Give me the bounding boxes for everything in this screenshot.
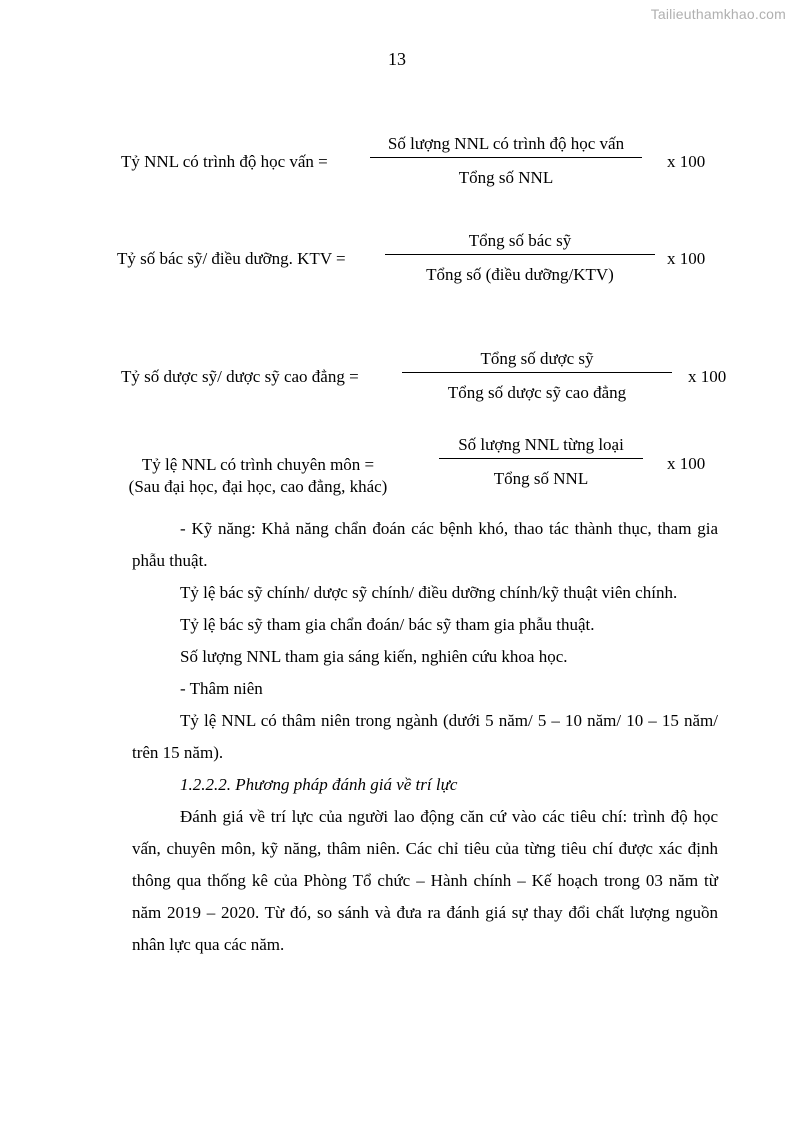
formula-multiplier: x 100: [667, 454, 706, 473]
formula-numerator: Tổng số dược sỹ: [480, 349, 594, 368]
formula-label: Tỷ số dược sỹ/ dược sỹ cao đẳng =: [121, 367, 359, 386]
formula-label: [112, 454, 404, 498]
formula-denominator: Tổng số NNL: [493, 469, 589, 488]
paragraph-senior-ratio: Tỷ lệ bác sỹ chính/ dược sỹ chính/ điều dưỡng chính/kỹ thuật viên chính.: [180, 583, 678, 602]
paragraph-evaluation: Đánh giá về trí lực của người lao động căn cứ vào các tiêu chí: trình độ học vấn, chuyên môn, kỹ năng, thâm niên. Các chỉ tiêu của từng tiêu chí được xác định thông qua thống kê của Phòng Tổ chức – Hành chính – Kế hoạch trong 03 năm từ năm 2019 – 2020. Từ đó, so sánh và đưa ra đánh giá sự thay đổi chất lượng nguồn nhân lực qua các năm.: [132, 807, 718, 954]
formula-denominator: Tổng số NNL: [458, 168, 554, 187]
section-heading: 1.2.2.2. Phương pháp đánh giá về trí lực: [180, 775, 458, 794]
fraction-bar: [402, 372, 672, 373]
formula-numerator: Số lượng NNL có trình độ học vấn: [387, 134, 625, 153]
fraction-bar: [439, 458, 643, 459]
formula-fraction: [402, 346, 672, 406]
formula-multiplier: x 100: [667, 249, 706, 268]
page-number: 13: [388, 49, 406, 69]
formula-fraction: [385, 228, 655, 288]
body-text: [132, 513, 718, 961]
formula-fraction: [439, 432, 643, 492]
fraction-bar: [370, 157, 642, 158]
paragraph-diagnosis-ratio: Tỷ lệ bác sỹ tham gia chẩn đoán/ bác sỹ tham gia phẫu thuật.: [180, 615, 595, 634]
formula-label-line1: Tỷ lệ NNL có trình chuyên môn =: [141, 455, 375, 474]
formula-multiplier: x 100: [688, 367, 727, 386]
paragraph-seniority-ratio: Tỷ lệ NNL có thâm niên trong ngành (dưới 5 năm/ 5 – 10 năm/ 10 – 15 năm/ trên 15 năm).: [132, 711, 718, 762]
formula-denominator: Tổng số (điều dưỡng/KTV): [426, 265, 614, 284]
watermark: Tailieuthamkhao.com: [650, 6, 786, 22]
formula-multiplier: x 100: [667, 152, 706, 171]
formula-label-line2: (Sau đại học, đại học, cao đẳng, khác): [128, 477, 388, 496]
paragraph-skill: - Kỹ năng: Khả năng chẩn đoán các bệnh khó, thao tác thành thục, tham gia phẫu thuật.: [132, 519, 718, 570]
formula-label: Tỷ NNL có trình độ học vấn =: [121, 152, 328, 171]
formula-fraction: [370, 131, 642, 191]
paragraph-seniority: - Thâm niên: [180, 679, 263, 698]
fraction-bar: [385, 254, 655, 255]
formula-label: Tỷ số bác sỹ/ điều dưỡng. KTV =: [117, 249, 346, 268]
formula-numerator: Tổng số bác sỹ: [468, 231, 572, 250]
formula-numerator: Số lượng NNL từng loại: [458, 435, 624, 454]
formula-denominator: Tổng số dược sỹ cao đẳng: [447, 383, 627, 402]
paragraph-research-count: Số lượng NNL tham gia sáng kiến, nghiên cứu khoa học.: [180, 647, 568, 666]
